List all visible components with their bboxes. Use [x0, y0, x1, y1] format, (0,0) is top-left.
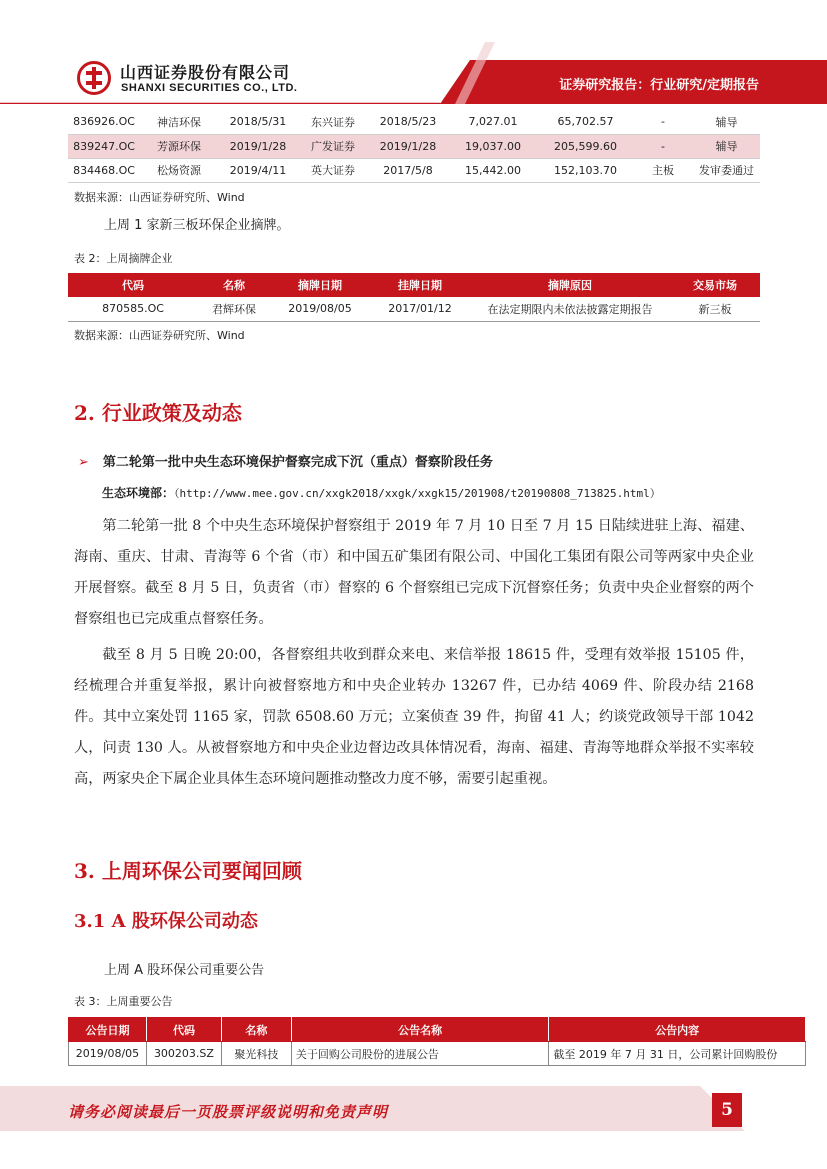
table-cell: 2019/1/28: [218, 134, 298, 158]
table-delisted: [68, 273, 760, 322]
table-cell: 2018/5/23: [368, 110, 448, 134]
company-name-en: SHANXI SECURITIES CO., LTD.: [121, 82, 298, 94]
table-cell: 关于回购公司股份的进展公告: [291, 1042, 549, 1066]
table-header-cell: 代码: [68, 273, 198, 297]
table-cell: 300203.SZ: [146, 1042, 221, 1066]
announcement-intro: 上周 A 股环保公司重要公告: [104, 963, 265, 978]
section-3-title: 3. 上周环保公司要闻回顾: [74, 859, 302, 883]
table-cell: 聚光科技: [221, 1042, 291, 1066]
table-cell: -: [633, 134, 693, 158]
table-cell: 2019/08/05: [69, 1042, 147, 1066]
policy-bullet-text: 第二轮第一批中央生态环境保护督察完成下沉（重点）督察阶段任务: [102, 455, 493, 470]
table-header-cell: 名称: [221, 1018, 291, 1042]
table-cell: 7,027.01: [448, 110, 538, 134]
table-header-cell: 交易市场: [670, 273, 760, 297]
page-number: 5: [712, 1093, 742, 1127]
table-cell: 2019/1/28: [368, 134, 448, 158]
table-cell: 2019/08/05: [270, 297, 370, 321]
table-cell: 2017/01/12: [370, 297, 470, 321]
table-announcements: [68, 1017, 806, 1066]
table-cell: 在法定期限内未依法披露定期报告: [470, 297, 670, 321]
table-cell: 2019/4/11: [218, 158, 298, 182]
disclaimer-notice: 请务必阅读最后一页股票评级说明和免责声明: [68, 1103, 389, 1121]
table3-caption: 表 3：上周重要公告: [74, 995, 173, 1008]
table-cell: 新三板: [670, 297, 760, 321]
policy-paragraph-1: 第二轮第一批 8 个中央生态环境保护督察组于 2019 年 7 月 10 日至 7 月 15 日陆续进驻上海、福建、海南、重庆、甘肃、青海等 6 个省（市）和中国五矿集团有限公司、中国化工集团有限公司等两家中央企业开展督察。截至 8 月 5 日，负责省（市）督察的 6 个督察组已完成下沉督察任务；负责中央企业督察的两个督察组也已完成重点督察任务。: [74, 518, 754, 627]
table-cell: 205,599.60: [538, 134, 633, 158]
section-3-1-title: 3.1 A 股环保公司动态: [74, 911, 258, 932]
company-name-cn: 山西证券股份有限公司: [120, 63, 291, 82]
table2-source: 数据来源：山西证券研究所、Wind: [74, 329, 245, 342]
table-row: [68, 297, 760, 321]
table-cell: 主板: [633, 158, 693, 182]
table-header-cell: 公告名称: [291, 1018, 549, 1042]
company-logo-icon: [77, 61, 111, 95]
policy-source-url[interactable]: （http://www.mee.gov.cn/xxgk2018/xxgk/xxgk15/201908/t20190808_713825.html）: [174, 487, 661, 500]
table-cell: 辅导: [693, 134, 760, 158]
table-cell: 65,702.57: [538, 110, 633, 134]
table-header-cell: 代码: [146, 1018, 221, 1042]
policy-source-label: 生态环境部：: [102, 486, 175, 500]
table-cell: -: [633, 110, 693, 134]
policy-paragraph-2: 截至 8 月 5 日晚 20:00，各督察组共收到群众来电、来信举报 18615 件，受理有效举报 15105 件，经梳理合并重复举报，累计向被督察地方和中央企业转办 13267 件，已办结 4069 件、阶段办结 2168 件。其中立案处罚 1165 家，罚款 6508.60 万元；立案侦查 39 件，拘留 41 人；约谈党政领导干部 1042 人，问责 130 人。从被督察地方和中央企业边督边改具体情况看，海南、福建、青海等地群众举报不实率较高，两家央企下属企业具体生态环境问题推动整改力度不够，需要引起重视。: [74, 647, 754, 787]
table-header-cell: 摘牌日期: [270, 273, 370, 297]
footer-band: [0, 1086, 827, 1169]
table-row: [68, 110, 760, 134]
page-header: [0, 0, 827, 104]
table-cell: 2018/5/31: [218, 110, 298, 134]
table-header-cell: 摘牌原因: [470, 273, 670, 297]
table-cell: 19,037.00: [448, 134, 538, 158]
table-cell: 15,442.00: [448, 158, 538, 182]
table-header-cell: 公告内容: [549, 1018, 806, 1042]
policy-bullet: [78, 451, 493, 470]
table-cell: 松炀资源: [140, 158, 218, 182]
table-header-cell: 名称: [198, 273, 270, 297]
table2-caption: 表 2：上周摘牌企业: [74, 252, 173, 265]
table-header-row: [68, 273, 760, 297]
table-cell: 152,103.70: [538, 158, 633, 182]
table-cell: 870585.OC: [68, 297, 198, 321]
report-type: 证券研究报告：行业研究/定期报告: [559, 78, 759, 93]
table-header-row: [69, 1018, 806, 1042]
table-header-cell: 公告日期: [69, 1018, 147, 1042]
table-cell: 辅导: [693, 110, 760, 134]
section-2-title: 2. 行业政策及动态: [74, 401, 242, 425]
table-cell: 839247.OC: [68, 134, 140, 158]
table-cell: 发审委通过: [693, 158, 760, 182]
table-row: [68, 158, 760, 182]
table-cell: 君辉环保: [198, 297, 270, 321]
table-cell: 英大证券: [298, 158, 368, 182]
table-new-listing-continued: [68, 110, 760, 183]
table-cell: 2017/5/8: [368, 158, 448, 182]
table-header-cell: 挂牌日期: [370, 273, 470, 297]
table-cell: 神洁环保: [140, 110, 218, 134]
delist-summary: 上周 1 家新三板环保企业摘牌。: [104, 218, 290, 233]
table-cell: 东兴证券: [298, 110, 368, 134]
table-cell: 芳源环保: [140, 134, 218, 158]
table-cell: 836926.OC: [68, 110, 140, 134]
table-row: [69, 1042, 806, 1066]
table-row: [68, 134, 760, 158]
policy-source: [102, 484, 661, 501]
table-cell: 广发证券: [298, 134, 368, 158]
table-cell: 834468.OC: [68, 158, 140, 182]
arrow-bullet-icon: ➢: [78, 455, 89, 470]
table-cell: 截至 2019 年 7 月 31 日，公司累计回购股份: [549, 1042, 806, 1066]
table1-source: 数据来源：山西证券研究所、Wind: [74, 191, 245, 204]
